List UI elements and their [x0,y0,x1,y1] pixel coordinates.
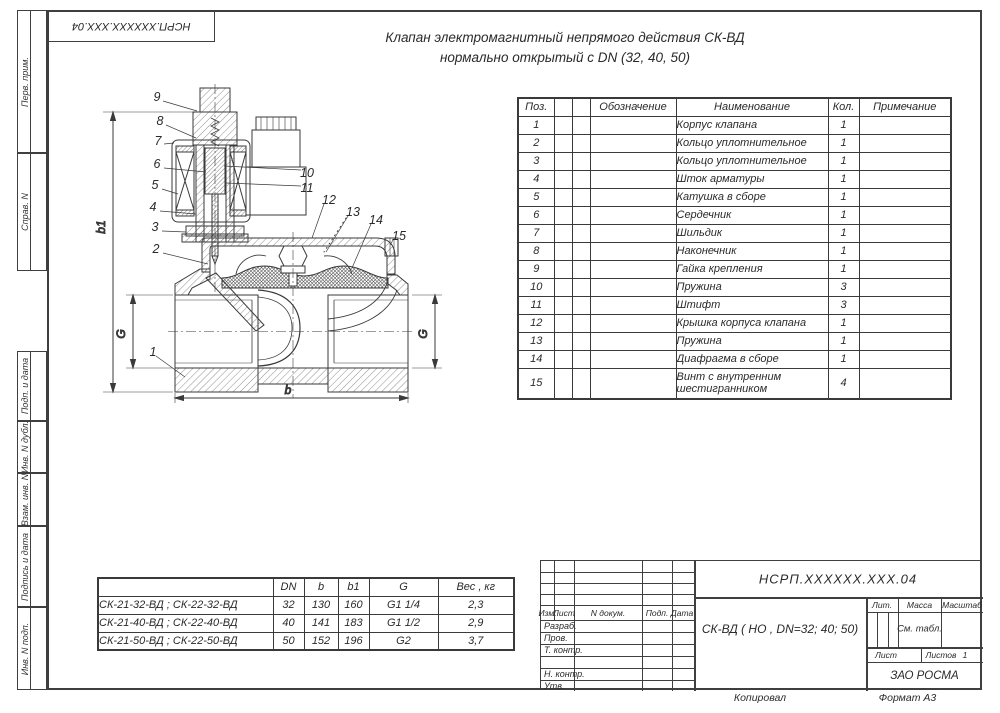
top-inverted-stamp [47,10,215,42]
size-header-g: G [369,578,438,596]
margin-stamp-podpis-data: Подпись и дата [17,526,47,607]
parts-row: 4 Шток арматуры 1 [518,170,951,188]
size-header-row [98,578,514,596]
parts-row: 6 Сердечник 1 [518,206,951,224]
parts-header-name: Наименование [676,98,828,116]
tb-sheets-label: Листов [925,649,957,660]
tb-role-prov: Пров. [544,633,568,643]
svg-text:5: 5 [151,178,159,192]
tb-sheet-label: Лист [875,649,897,660]
tb-col-list: Лист [553,607,575,618]
size-row: СК-21-50-ВД ; СК-22-50-ВД 50 152 196 G2 3,7 [98,632,514,650]
drawing-title-line2: нормально открытый с DN (32, 40, 50) [439,49,691,65]
margin-stamp-podp-data: Подп. и дата [17,351,47,421]
tb-product-title: СК-ВД ( НО , DN=32; 40; 50) [701,622,859,636]
top-stamp-text: НСРП.XXXXXX.XXX.04 [71,20,191,32]
parts-row: 14 Диафрагма в сборе 1 [518,350,951,368]
tb-sheets-value: 1 [962,649,968,660]
size-table [97,577,515,651]
drawing-title [330,28,800,67]
size-row: СК-21-40-ВД ; СК-22-40-ВД 40 141 183 G1 1/2 2,9 [98,614,514,632]
valve-cross-section [90,82,470,412]
parts-row: 13 Пружина 1 [518,332,951,350]
parts-header-pos: Поз. [518,98,554,116]
svg-text:8: 8 [156,114,164,128]
size-header-b1: b1 [338,578,369,596]
svg-text:G: G [416,329,430,339]
parts-row: 12 Крышка корпуса клапана 1 [518,314,951,332]
size-row: СК-21-32-ВД ; СК-22-32-ВД 32 130 160 G1 1/4 2,3 [98,596,514,614]
margin-stamp-sprav-n: Справ. N [17,153,47,271]
parts-table [517,97,952,400]
svg-text:13: 13 [346,205,360,219]
svg-text:12: 12 [322,193,336,207]
parts-header-designation: Обозначение [590,98,676,116]
parts-row: 11 Штифт 3 [518,296,951,314]
tb-role-razrab: Разраб. [544,621,577,631]
tb-mass-value: См. табл. [897,623,942,635]
parts-row: 1 Корпус клапана 1 [518,116,951,134]
tb-col-izm: Изм. [538,607,557,618]
svg-text:4: 4 [149,200,157,214]
tb-company: ЗАО РОСМА [890,670,959,682]
tb-role-utv: Утв. [544,681,565,691]
parts-row: 5 Катушка в сборе 1 [518,188,951,206]
tb-col-podp: Подп. [645,607,669,618]
svg-text:1: 1 [149,345,157,359]
svg-text:7: 7 [154,134,162,148]
svg-text:6: 6 [153,157,161,171]
parts-row: 2 Кольцо уплотнительное 1 [518,134,951,152]
svg-text:b: b [284,383,292,397]
size-header-dn: DN [273,578,304,596]
svg-text:11: 11 [300,181,314,195]
parts-header-qty: Кол. [828,98,859,116]
dimension-g-left [114,295,173,368]
margin-stamp-vzam-inv: Взам. инв. N [17,473,47,526]
parts-row: 3 Кольцо уплотнительное 1 [518,152,951,170]
svg-text:G: G [114,329,128,339]
parts-row: 7 Шильдик 1 [518,224,951,242]
tb-scale-label: Масштаб [942,599,982,610]
parts-header-row [518,98,951,116]
margin-stamp-inv-podp: Инв. N подп. [17,607,47,690]
parts-header-note: Примечание [859,98,951,116]
svg-text:15: 15 [392,229,406,243]
footer-format-label: Формат А3 [878,692,937,704]
tb-role-tkontr: Т. контр. [544,645,583,655]
size-header-weight: Вес , кг [438,578,514,596]
svg-text:3: 3 [151,220,159,234]
tb-mass-label: Масса [906,599,933,610]
svg-text:14: 14 [369,213,383,227]
svg-text:2: 2 [152,242,160,256]
size-header-model [98,578,273,596]
tb-col-data: Дата [670,607,694,618]
tb-lit-label: Лит. [872,599,892,610]
svg-text:9: 9 [153,90,161,104]
tb-col-ndoc: N докум. [590,607,626,618]
margin-stamp-inv-dubl: Инв. N дубл. [17,421,47,473]
parts-row: 10 Пружина 3 [518,278,951,296]
title-block [540,560,982,690]
drawing-title-line1: Клапан электромагнитный непрямого действия СК-ВД [385,30,745,45]
svg-text:b1: b1 [94,220,108,234]
parts-row: 15 Винт с внутренним шестигранником 4 [518,368,951,399]
tb-doc-number: НСРП.XXXXXX.XXX.04 [758,571,918,587]
parts-row: 9 Гайка крепления 1 [518,260,951,278]
size-header-b: b [304,578,338,596]
svg-text:10: 10 [300,166,314,180]
dimension-g-right [412,295,442,368]
electrical-connector [246,117,306,215]
margin-stamp-perv-prim: Перв. прим. [17,10,47,153]
tb-role-nkontr: Н. контр. [544,669,585,679]
footer-copied-label: Копировал [733,692,787,704]
parts-row: 8 Наконечник 1 [518,242,951,260]
